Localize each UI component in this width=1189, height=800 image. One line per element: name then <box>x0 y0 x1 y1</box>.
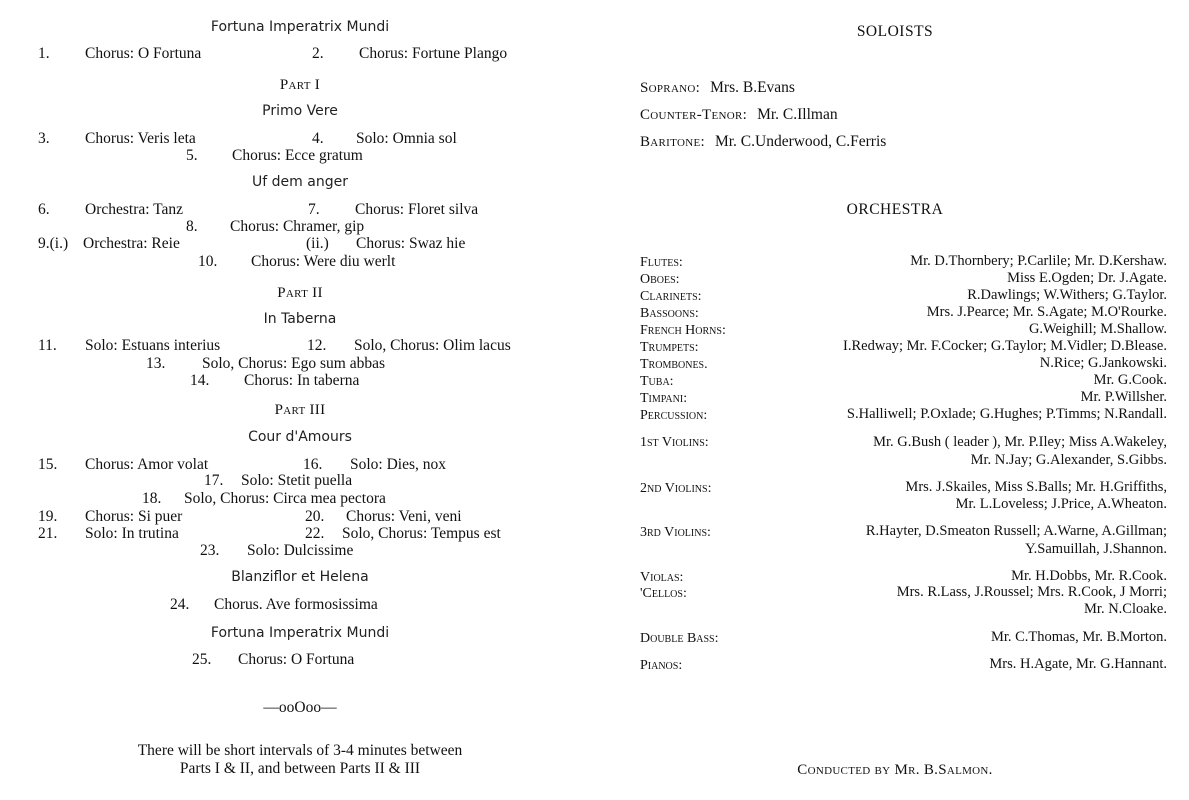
section-label: Oboes: <box>640 272 680 287</box>
item-title: Solo: Estuans interius <box>85 337 221 354</box>
section-players: Mr. N.Jay; G.Alexander, S.Gibbs. <box>970 452 1167 468</box>
section-label: Flutes: <box>640 255 683 270</box>
item-number: 7. <box>308 201 320 218</box>
section-label: Trumpets: <box>640 340 699 355</box>
section-label: Pianos: <box>640 658 683 673</box>
item-number: 14. <box>190 372 210 389</box>
item-title: Chorus: Fortune Plango <box>359 45 508 62</box>
section-players: Mr. D.Thornbery; P.Carlile; Mr. D.Kershaw. <box>910 253 1167 269</box>
soloist-role: Soprano: <box>640 80 701 96</box>
item-title: Solo: Omnia sol <box>356 130 457 147</box>
item-title: Chorus: Ecce gratum <box>232 147 363 164</box>
item-title: Chorus: Amor volat <box>85 456 209 473</box>
item-title: Solo, Chorus: Olim lacus <box>354 337 511 354</box>
section-heading-fortuna: Fortuna Imperatrix Mundi <box>210 19 390 35</box>
item-title: Solo, Chorus: Tempus est <box>342 525 501 542</box>
item-title: Solo, Chorus: Circa mea pectora <box>184 490 386 507</box>
item-title: Chorus: Were diu werlt <box>251 253 396 270</box>
item-number: 15. <box>38 456 58 473</box>
soloists-heading: SOLOISTS <box>856 23 934 40</box>
item-title: Chorus: O Fortuna <box>85 45 202 62</box>
soloist-name: Mr. C.Illman <box>757 106 838 123</box>
section-label: Percussion: <box>640 408 708 423</box>
section-heading: Cour d'Amours <box>248 429 352 445</box>
item-number: 18. <box>142 490 162 507</box>
section-players: S.Halliwell; P.Oxlade; G.Hughes; P.Timms; N.Randall. <box>846 406 1167 422</box>
item-number: 22. <box>305 525 325 542</box>
item-title: Orchestra: Tanz <box>85 201 184 218</box>
section-players: Mr. H.Dobbs, Mr. R.Cook. <box>1011 568 1167 584</box>
part-heading: Part I <box>279 77 321 93</box>
section-label: Bassoons: <box>640 306 699 321</box>
item-title: Solo: Stetit puella <box>241 472 353 489</box>
item-number: 12. <box>307 337 327 354</box>
section-players: R.Hayter, D.Smeaton Russell; A.Warne, A.Gillman; <box>865 523 1167 539</box>
soloist-row <box>640 133 886 151</box>
interval-note: Parts I & II, and between Parts II & III <box>179 760 421 777</box>
section-heading: Uf dem anger <box>252 174 348 190</box>
item-number: 16. <box>303 456 323 473</box>
section-players: Y.Samuillah, J.Shannon. <box>1025 541 1167 557</box>
section-label: Double Bass: <box>640 631 719 646</box>
conductor-credit: Conducted by Mr. B.Salmon. <box>797 762 993 778</box>
item-number: 19. <box>38 508 58 525</box>
section-label: Violas: <box>640 570 684 585</box>
section-players: R.Dawlings; W.Withers; G.Taylor. <box>967 287 1167 303</box>
item-number: 20. <box>305 508 325 525</box>
part-heading: Part III <box>274 402 326 418</box>
section-label: Trombones. <box>640 357 708 372</box>
item-number: 1. <box>38 45 50 62</box>
item-number: 9.(i.) <box>38 235 69 252</box>
soloist-name: Mr. C.Underwood, C.Ferris <box>714 133 887 150</box>
soloist-role: Baritone: <box>640 134 705 150</box>
item-number: 2. <box>312 45 324 62</box>
section-label: 'Cellos: <box>640 586 687 601</box>
divider: —ooOoo— <box>263 699 337 716</box>
item-number: 6. <box>38 201 50 218</box>
section-players: Mrs. J.Pearce; Mr. S.Agate; M.O'Rourke. <box>926 304 1167 320</box>
section-players: Mr. L.Loveless; J.Price, A.Wheaton. <box>955 496 1167 512</box>
item-number: 17. <box>204 472 224 489</box>
section-players: N.Rice; G.Jankowski. <box>1039 355 1167 371</box>
section-players: Miss E.Ogden; Dr. J.Agate. <box>1007 270 1167 286</box>
soloist-role: Counter-Tenor: <box>640 107 748 123</box>
item-number: 5. <box>186 147 198 164</box>
section-heading: Primo Vere <box>262 103 338 119</box>
soloist-row <box>640 106 838 124</box>
section-players: Mr. N.Cloake. <box>1084 601 1167 617</box>
item-number: (ii.) <box>306 235 329 252</box>
item-title: Solo: In trutina <box>85 525 179 542</box>
section-players: Mr. G.Cook. <box>1093 372 1167 388</box>
section-label: 3rd Violins: <box>640 525 711 540</box>
section-label: French Horns: <box>640 323 726 338</box>
section-label: 2nd Violins: <box>640 481 712 496</box>
section-players: Mrs. H.Agate, Mr. G.Hannant. <box>989 656 1167 672</box>
section-players: Mrs. R.Lass, J.Roussel; Mrs. R.Cook, J Morri; <box>896 584 1167 600</box>
item-title: Orchestra: Reie <box>83 235 180 252</box>
section-players: Mr. P.Willsher. <box>1080 389 1167 405</box>
item-title: Chorus: Chramer, gip <box>230 218 365 235</box>
item-title: Solo: Dies, nox <box>350 456 447 473</box>
section-players: I.Redway; Mr. F.Cocker; G.Taylor; M.Vidler; D.Blease. <box>843 338 1167 354</box>
soloist-name: Mrs. B.Evans <box>710 79 795 96</box>
item-title: Solo, Chorus: Ego sum abbas <box>202 355 385 372</box>
section-players: Mrs. J.Skailes, Miss S.Balls; Mr. H.Griffiths, <box>905 479 1167 495</box>
item-title: Chorus: O Fortuna <box>238 651 355 668</box>
item-number: 21. <box>38 525 58 542</box>
section-players: G.Weighill; M.Shallow. <box>1028 321 1167 337</box>
section-heading-fortuna: Fortuna Imperatrix Mundi <box>210 625 390 641</box>
section-label: Tuba: <box>640 374 674 389</box>
item-title: Chorus: Floret silva <box>355 201 479 218</box>
section-heading: In Taberna <box>263 311 337 327</box>
item-number: 25. <box>192 651 212 668</box>
item-title: Chorus: Veni, veni <box>346 508 462 525</box>
item-number: 11. <box>38 337 57 354</box>
item-title: Chorus: Veris leta <box>85 130 196 147</box>
item-title: Solo: Dulcissime <box>247 542 354 559</box>
item-number: 13. <box>146 355 166 372</box>
section-label: 1st Violins: <box>640 435 709 450</box>
item-number: 3. <box>38 130 50 147</box>
part-heading: Part II <box>277 285 323 301</box>
item-title: Chorus: In taberna <box>244 372 360 389</box>
section-players: Mr. G.Bush ( leader ), Mr. P.Iley; Miss A.Wakeley, <box>873 434 1167 450</box>
item-title: Chorus: Si puer <box>85 508 183 525</box>
item-number: 23. <box>200 542 220 559</box>
item-title: Chorus: Swaz hie <box>356 235 466 252</box>
item-number: 24. <box>170 596 190 613</box>
interval-note: There will be short intervals of 3-4 minutes between <box>137 742 463 759</box>
section-label: Clarinets: <box>640 289 702 304</box>
item-number: 10. <box>198 253 218 270</box>
section-players: Mr. C.Thomas, Mr. B.Morton. <box>990 629 1167 645</box>
section-label: Timpani: <box>640 391 688 406</box>
item-number: 8. <box>186 218 198 235</box>
section-heading: Blanziflor et Helena <box>231 569 369 585</box>
item-title: Chorus. Ave formosissima <box>214 596 378 613</box>
item-number: 4. <box>312 130 324 147</box>
orchestra-heading: ORCHESTRA <box>846 201 944 218</box>
soloist-row <box>640 79 795 97</box>
